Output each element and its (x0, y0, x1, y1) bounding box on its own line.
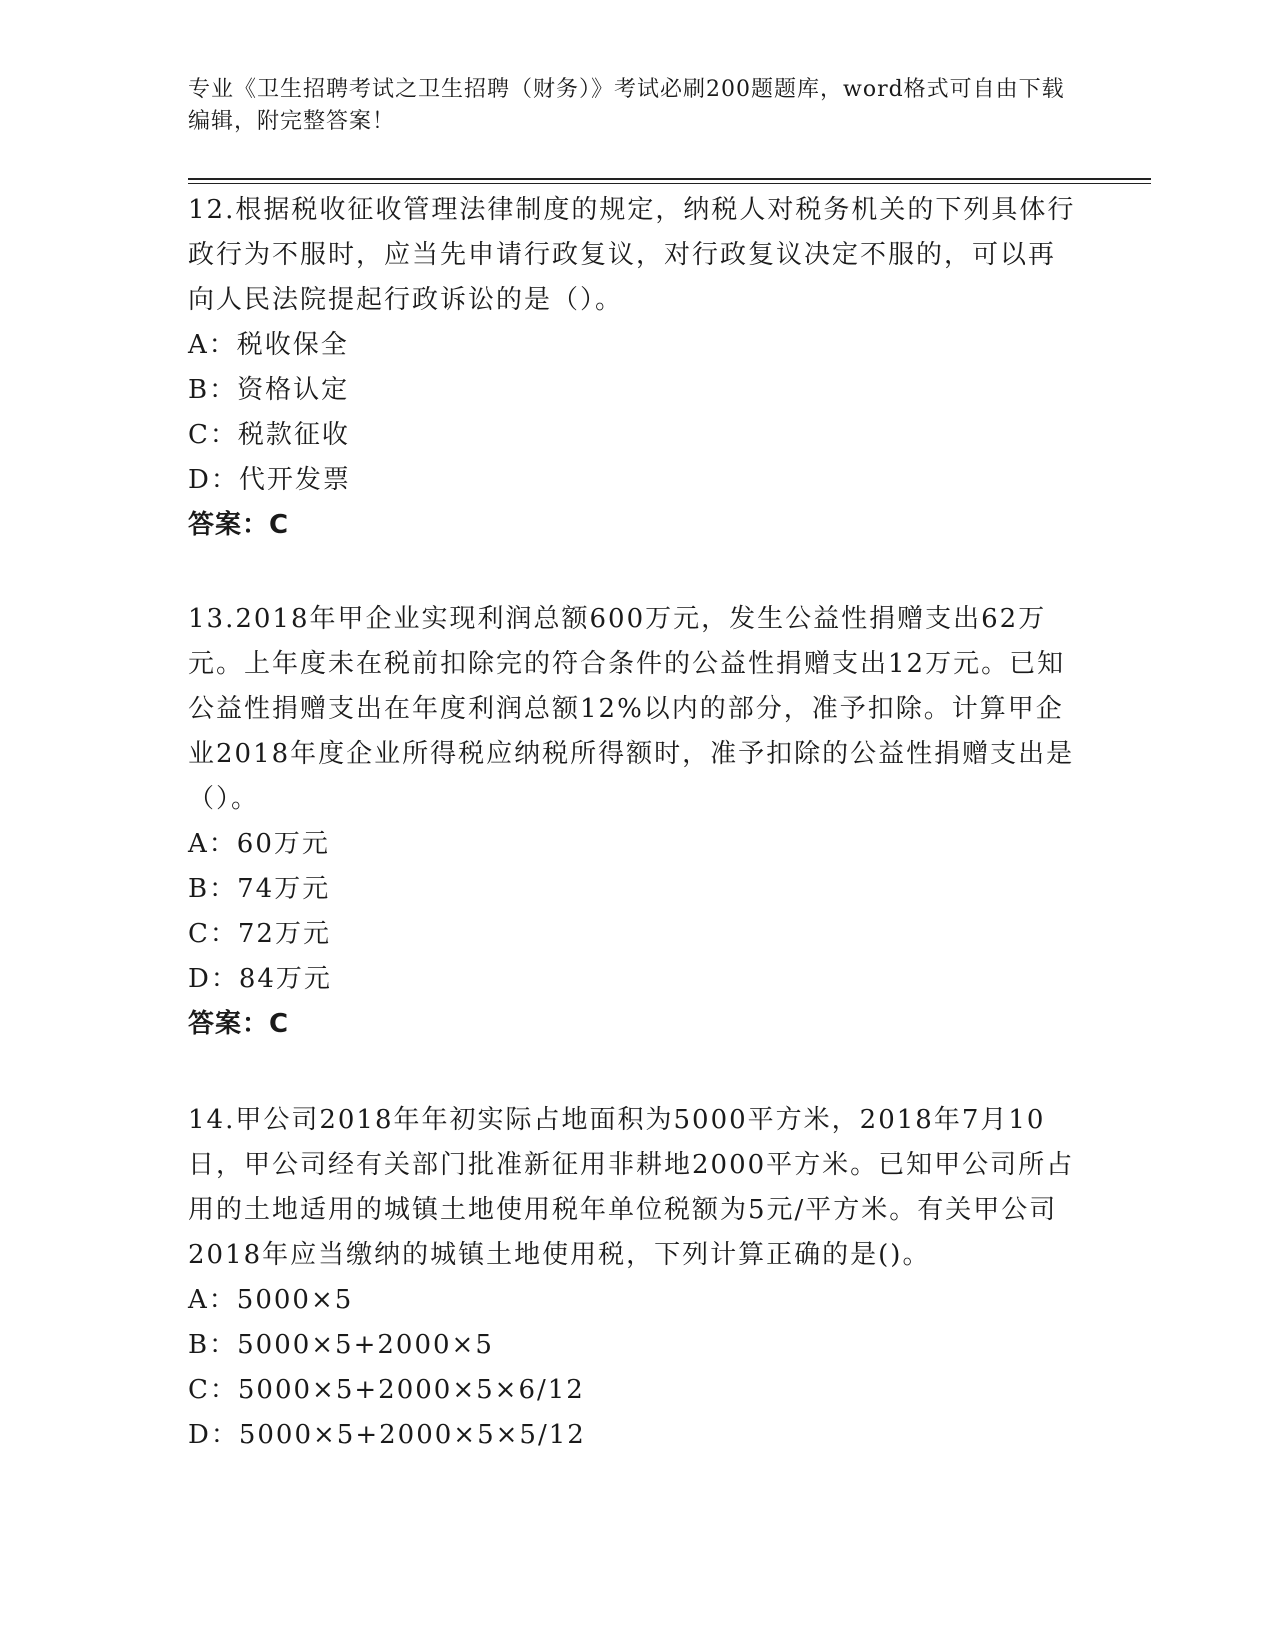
question-12 (188, 188, 1078, 548)
option-d: D：5000×5+2000×5×5/12 (188, 1420, 586, 1450)
header-divider-thin (188, 183, 1151, 184)
question-13 (188, 597, 1078, 1047)
option-a: A：税收保全 (188, 330, 349, 360)
option-d: D：84万元 (188, 964, 332, 994)
question-stem: 13.2018年甲企业实现利润总额600万元，发生公益性捐赠支出62万元。上年度未在税前扣除完的符合条件的公益性捐赠支出12万元。已知公益性捐赠支出在年度利润总额12%以内的部分，准予扣除。计算甲企业2018年度企业所得税应纳税所得额时，准予扣除的公益性捐赠支出是（）。 (188, 604, 1075, 814)
option-c: C：72万元 (188, 919, 331, 949)
question-14 (188, 1098, 1078, 1458)
option-b: B：资格认定 (188, 375, 350, 405)
question-stem: 14.甲公司2018年年初实际占地面积为5000平方米，2018年7月10日，甲公司经有关部门批准新征用非耕地2000平方米。已知甲公司所占用的土地适用的城镇土地使用税年单位税额为5元/平方米。有关甲公司2018年应当缴纳的城镇土地使用税，下列计算正确的是()。 (188, 1105, 1075, 1270)
option-c: C：税款征收 (188, 420, 350, 450)
option-a: A：5000×5 (188, 1285, 354, 1315)
option-d: D：代开发票 (188, 465, 351, 495)
document-header: 专业《卫生招聘考试之卫生招聘（财务）》考试必刷200题题库，word格式可自由下载编辑，附完整答案！ (188, 77, 1065, 134)
option-b: B：5000×5+2000×5 (188, 1330, 494, 1360)
question-stem: 12.根据税收征收管理法律制度的规定，纳税人对税务机关的下列具体行政行为不服时，应当先申请行政复议，对行政复议决定不服的，可以再向人民法院提起行政诉讼的是（）。 (188, 195, 1076, 315)
answer-line: 答案：C (188, 510, 290, 540)
option-c: C：5000×5+2000×5×6/12 (188, 1375, 585, 1405)
option-a: A：60万元 (188, 829, 330, 859)
answer-line: 答案：C (188, 1009, 290, 1039)
header-divider-thick (188, 178, 1151, 180)
option-b: B：74万元 (188, 874, 331, 904)
